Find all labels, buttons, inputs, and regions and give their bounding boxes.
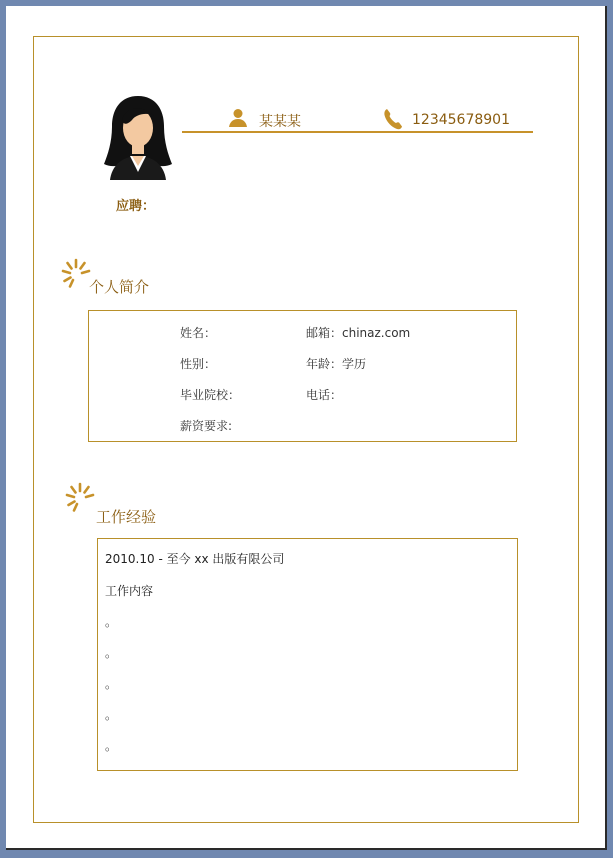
- work-bullet: 。: [105, 708, 118, 722]
- candidate-name: 某某某: [259, 114, 301, 130]
- woman-avatar-icon: [102, 94, 174, 182]
- apply-position-label: 应聘：: [116, 199, 156, 214]
- phone-icon: [383, 108, 403, 130]
- work-period-company: 2010.10 - 至今 xx 出版有限公司: [105, 552, 285, 566]
- work-bullet: 。: [105, 615, 118, 629]
- gender-label: 性别：: [180, 357, 217, 371]
- work-bullet: 。: [105, 677, 118, 691]
- work-content-label: 工作内容: [105, 584, 154, 598]
- phone-label: 电话：: [306, 388, 343, 402]
- header-divider: [182, 131, 533, 133]
- email-label: 邮箱：chinaz.com: [306, 326, 411, 340]
- sunburst-icon: [61, 258, 91, 288]
- resume-page: [6, 6, 607, 850]
- work-section-title: 工作经验: [96, 508, 157, 526]
- profile-info-box: [88, 310, 517, 442]
- work-bullet: 。: [105, 646, 118, 660]
- name-label: 姓名：: [180, 326, 217, 340]
- person-icon: [228, 108, 248, 128]
- work-experience-box: [97, 538, 518, 771]
- work-bullet: 。: [105, 739, 118, 753]
- school-label: 毕业院校：: [180, 388, 241, 402]
- sunburst-icon: [65, 482, 95, 512]
- salary-label: 薪资要求:: [180, 419, 233, 433]
- age-education-label: 年龄：学历: [306, 357, 367, 371]
- profile-section-title: 个人简介: [89, 278, 150, 296]
- phone-number: 12345678901: [412, 112, 510, 128]
